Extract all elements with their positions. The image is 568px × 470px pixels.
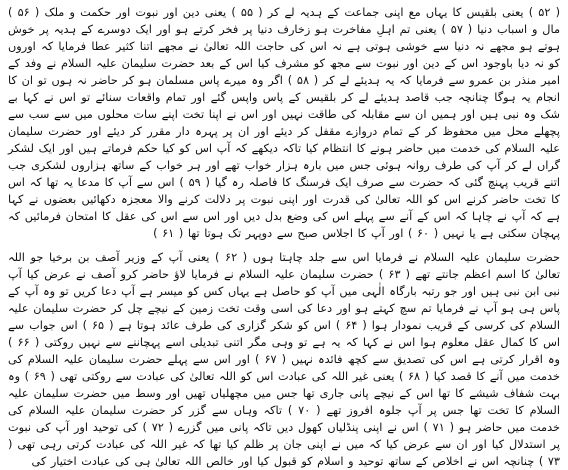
commentary-paragraph-2: حضرت سلیمان علیہ السلام نے فرمایا اس سے جلد چاہتا ہوں ( ۶۲ ) یعنی آپ کے وزیر آصف بن برخیا جو اللہ تعالیٰ کا اسم اعظم جانتے تھے ( ۶۳ ) حضرت سلیمان علیہ السلام نے فرمایا لاؤ حاضر کرو آصف نے عرض کیا آپ نبی ابن نبی ہیں اور جو رتبہ بارگاہ الٰہی میں آپ کو حاصل ہے یہاں کس کو میسر ہے آپ دعا کریں تو وہ آپ کے پاس ہی ہو آپ نے فرمایا تم سچ کہتے ہو اور دعا کی اسی وقت تخت زمین کے نیچے چل کر حضرت سلیمان علیہ السلام کی کرسی کے قریب نمودار ہوا ( ۶۴ ) اس کو شکر گزاری کی طرف عائد ہوتا ہے ( ۶۵ ) اس جواب سے اس کا کمال عقل معلوم ہوا اس نے کہا کہ یہ ہے تو وہی مگر اتنی تبدیلی اسے پہچاننے سے نہیں روکتی ( ۶۶ ) وہ اقرار کرتی ہے اس کی تصدیق سے کچھ فائدہ نہیں ( ۶۷ ) اور اس سے پہلے حضرت سلیمان علیہ السلام کی خدمت میں آنے کا قصد کیا ( ۶۸ ) یعنی غیر اللہ کی عبادت اس کو اللہ تعالیٰ کی عبادت سے روکتی تھی ( ۶۹ ) وہ بہت شفاف شیشے کا تھا اس کے نیچے پانی جاری تھا جس میں مچھلیاں تھیں اور وسط میں حضرت سلیمان علیہ السلام کا تخت تھا جس پر آپ جلوہ افروز تھے ( ۷۰ ) تاکہ وہاں سے گزر کر حضرت سلیمان علیہ السلام کی خدمت میں حاضر ہو ( ۷۱ ) اس نے اپنی پنڈلیاں کھول دیں تاکہ پانی میں گزرے ( ۷۲ ) کی توحید اور آپ کی نبوت پر استدلال کیا اور ان سے عرض کیا کہ میں نے اپنی جان پر ظلم کیا تھا کہ غیر اللہ کی عبادت کرتی رہی تھی ( ۷۳ ) چنانچہ اس نے اخلاص کے ساتھ توحید و اسلام کو قبول کیا اور خالص اللہ تعالیٰ ہی کی عبادت اختیار کی — [8, 251, 560, 468]
commentary-page — [8, 4, 560, 468]
commentary-paragraph-1: ( ۵۲ ) یعنی بلقیس کا یہاں مع اپنی جماعت کے ہدیہ لے کر ( ۵۵ ) یعنی دین اور نبوت اور حکمت و ملک ( ۵۶ ) مال و اسباب دنیا ( ۵۷ ) یعنی تم اہلِ مفاخرت ہو زخارف دنیا پر فخر کرتے ہو اور ایک دوسرے کے ہدیہ پر خوش ہوتے ہو مجھے نہ دنیا سے خوشی ہوتی ہے نہ اس کی حاجت اللہ تعالیٰ نے مجھے اتنا کثیر عطا فرمایا کہ اوروں کو نہ دیا باوجود اس کے دین اور نبوت سے مجھ کو مشرف کیا اس کے بعد حضرت سلیمان علیہ السلام نے وفد کے امیر منذر بن عمرو سے فرمایا کہ یہ ہدیئے لے کر ( ۵۸ ) اگر وہ میرے پاس مسلمان ہو کر حاضر نہ ہوں تو ان کا انجام یہ ہوگا چنانچہ جب قاصد ہدیئے لے کر بلقیس کے پاس واپس گئے اور تمام واقعات سنائے تو اس نے کہا بے شک وہ نبی ہیں اور ہمیں ان سے مقابلہ کی طاقت نہیں اور اس نے اپنا تخت اپنے سات محلوں میں سے سب سے پچھلے محل میں محفوظ کر کے تمام دروازے مقفل کر دیئے اور ان پر پہرہ دار مقرر کر دیئے اور حضرت سلیمان علیہ السلام کی خدمت میں حاضر ہونے کا انتظام کیا تاکہ دیکھے کہ آپ اس کو کیا حکم فرماتے ہیں اور ایک لشکر گراں لے کر آپ کی طرف روانہ ہوئی جس میں بارہ ہزار خواب تھے اور ہر خواب کے ساتھ ہزاروں لشکری جب اتنے قریب پہنچ گئی کہ حضرت سے صرف ایک فرسنگ کا فاصلہ رہ گیا ( ۵۹ ) اس سے آپ کا مدعا یہ تھا کہ اس کا تخت حاضر کرنے اس کو اللہ تعالیٰ کی قدرت اور اپنی نبوت پر دلالت کرنے والا معجزہ دکھائیں بعضوں نے کہا ہے کہ آپ نے چاہا کہ اس کے آنے سے پہلے اس کی وضع بدل دیں اور اس سے اس کی عقل کا امتحان فرمائیں کہ پہچان سکتی ہے یا نہیں ( ۶۰ ) اور آپ کا اجلاس صبح سے دوپہر تک ہوتا تھا ( ۶۱ ) — [8, 6, 560, 240]
